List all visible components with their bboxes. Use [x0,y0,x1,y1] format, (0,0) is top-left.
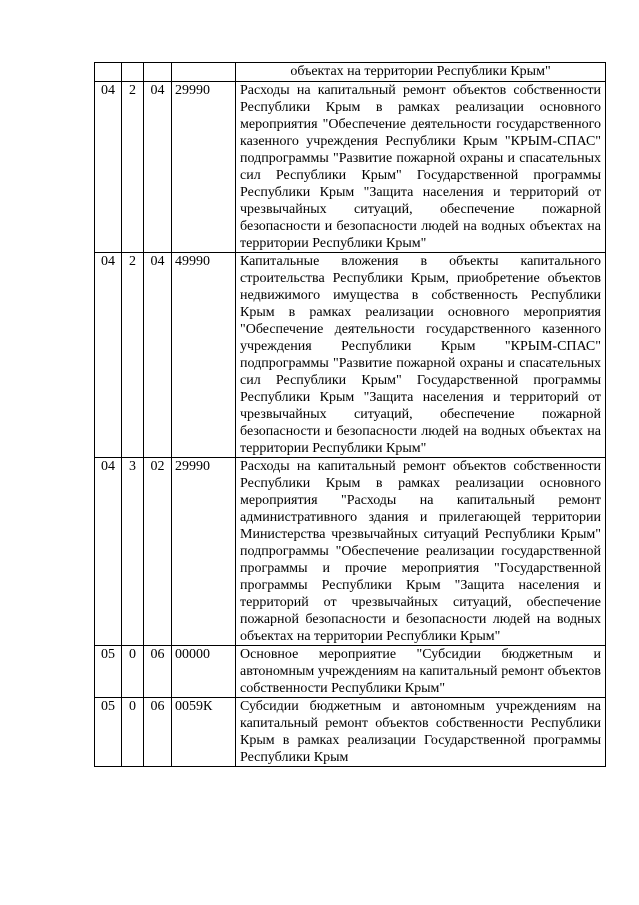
table-row [95,698,606,767]
cell-code-3: 06 [144,646,172,698]
table-row [95,253,606,458]
cell-code-1 [95,63,122,82]
cell-code-4: 49990 [172,253,236,458]
cell-code-1: 04 [95,82,122,253]
cell-code-4: 29990 [172,82,236,253]
cell-description: Расходы на капитальный ремонт объектов собственности Республики Крым в рамках реализации основного мероприятия "Обеспечение деятельности государственного казенного учреждения Республики Крым "КРЫМ-СПАС" подпрограммы "Развитие пожарной охраны и спасательных сил Республики Крым" Государственной программы Республики Крым "Защита населения и территорий от чрезвычайных ситуаций, обеспечение пожарной безопасности и безопасности людей на водных объектах на территории Республики Крым" [236,82,606,253]
cell-code-2: 0 [122,646,144,698]
table-row [95,458,606,646]
cell-code-1: 04 [95,458,122,646]
table-row-continuation [95,63,606,82]
cell-code-3: 04 [144,253,172,458]
cell-code-2: 2 [122,253,144,458]
budget-classification-table [94,62,606,767]
cell-code-1: 05 [95,646,122,698]
cell-description [236,63,606,82]
cell-code-4: 0059К [172,698,236,767]
cell-code-2: 2 [122,82,144,253]
cell-code-3: 02 [144,458,172,646]
cell-code-4 [172,63,236,82]
cell-code-3: 04 [144,82,172,253]
cell-description: Субсидии бюджетным и автономным учреждениям на капитальный ремонт объектов собственности Республики Крым в рамках реализации Государственной программы Республики Крым [236,698,606,767]
cell-code-4: 00000 [172,646,236,698]
cell-code-2: 3 [122,458,144,646]
cell-code-3 [144,63,172,82]
continuation-text: объектах на территории Республики Крым" [290,64,551,79]
cell-description: Расходы на капитальный ремонт объектов собственности Республики Крым в рамках реализации основного мероприятия "Расходы на капитальный ремонт административного здания и прилегающей территории Министерства чрезвычайных ситуаций Республики Крым" подпрограммы "Обеспечение реализации государственной программы и прочие мероприятия "Государственной программы Республики Крым "Защита населения и территорий от чрезвычайных ситуаций, обеспечение пожарной безопасности и безопасности людей на водных объектах на территории Республики Крым" [236,458,606,646]
cell-code-3: 06 [144,698,172,767]
cell-code-1: 04 [95,253,122,458]
table-row [95,82,606,253]
cell-code-2: 0 [122,698,144,767]
cell-description: Капитальные вложения в объекты капитального строительства Республики Крым, приобретение объектов недвижимого имущества в собственность Республики Крым в рамках реализации основного мероприятия "Обеспечение деятельности государственного казенного учреждения Республики Крым "КРЫМ-СПАС" подпрограммы "Развитие пожарной охраны и спасательных сил Республики Крым" Государственной программы Республики Крым "Защита населения и территорий от чрезвычайных ситуаций, обеспечение пожарной безопасности и безопасности людей на водных объектах на территории Республики Крым" [236,253,606,458]
table-row [95,646,606,698]
cell-code-2 [122,63,144,82]
cell-code-1: 05 [95,698,122,767]
cell-code-4: 29990 [172,458,236,646]
cell-description: Основное мероприятие "Субсидии бюджетным и автономным учреждениям на капитальный ремонт объектов собственности Республики Крым" [236,646,606,698]
